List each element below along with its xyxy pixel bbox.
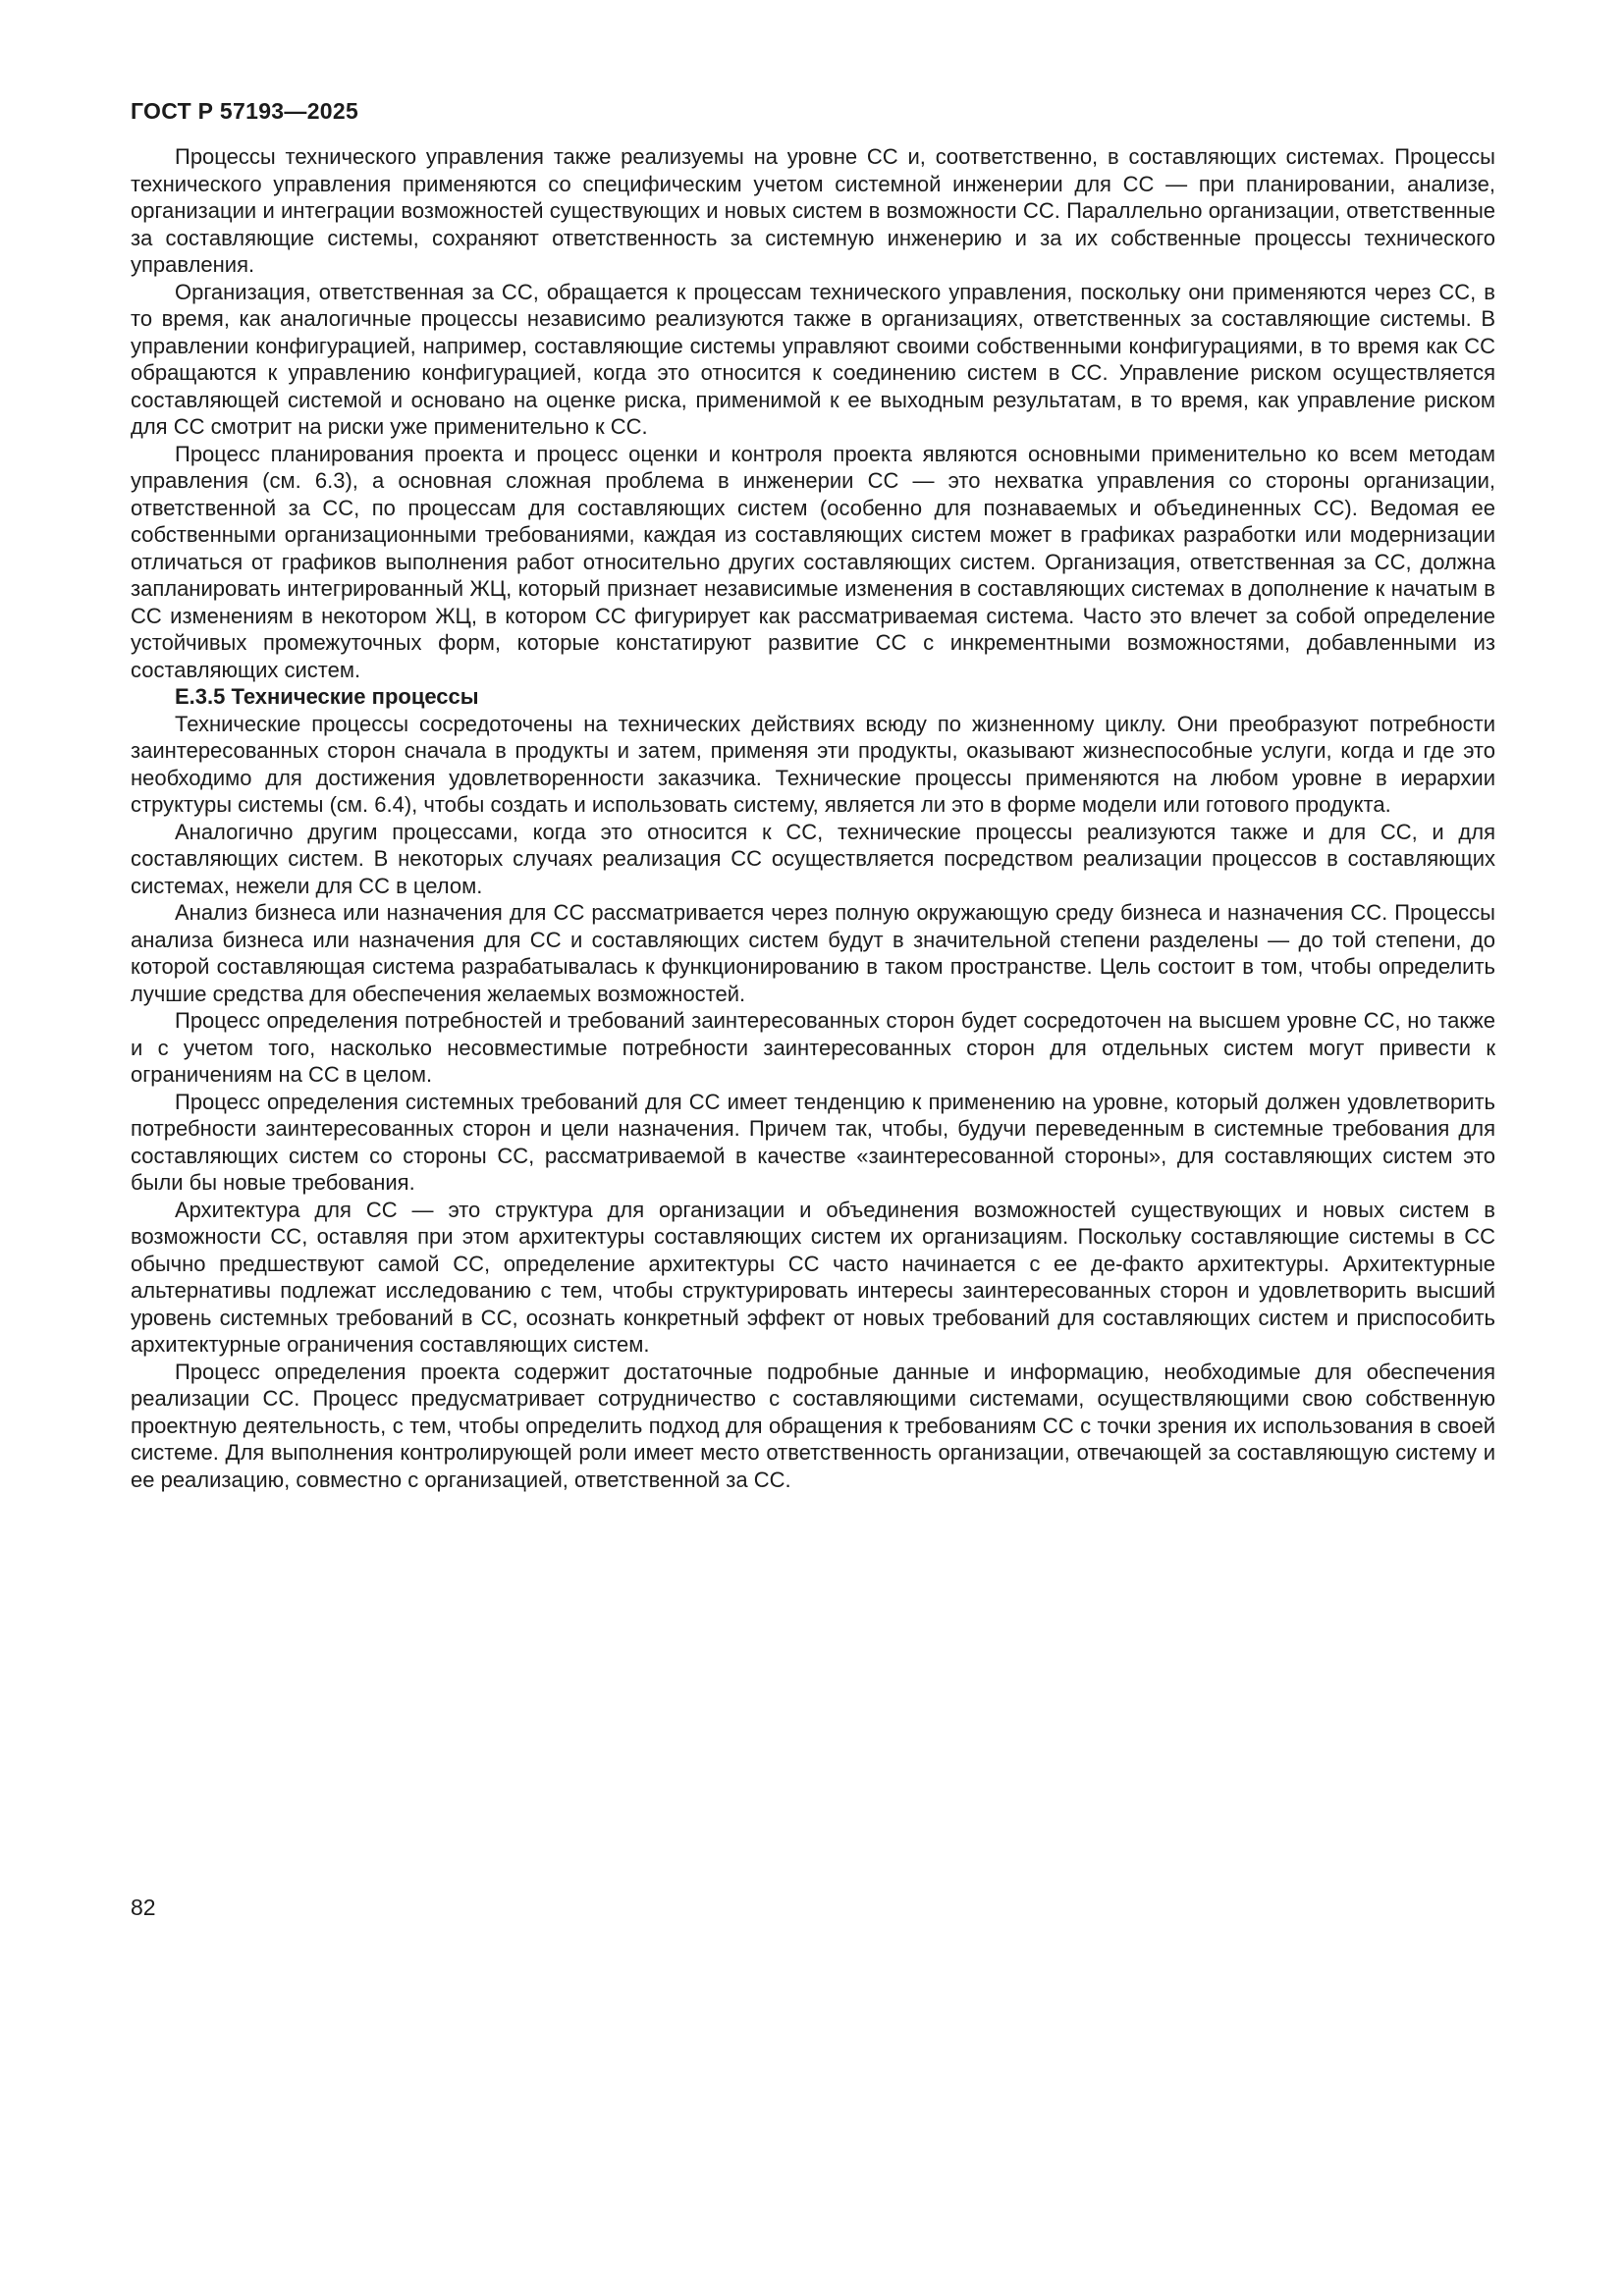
- paragraph: Архитектура для СС — это структура для организации и объединения возможностей существующих и новых систем в возможности СС, оставляя при этом архитектуры составляющих систем их организациям. Поскольку составляющие системы в СС обычно предшествуют самой СС, определение архитектуры СС часто начинается с ее де-факто архитектуры. Архитектурные альтернативы подлежат исследованию с тем, чтобы структурировать интересы заинтересованных сторон и удовлетворить высший уровень системных требований в СС, осознать конкретный эффект от новых требований для составляющих систем и приспособить архитектурные ограничения составляющих систем.: [131, 1197, 1495, 1357]
- body-text: [131, 143, 1495, 1493]
- paragraph: Организация, ответственная за СС, обращается к процессам технического управления, поскольку они применяются через СС, в то время, как аналогичные процессы независимо реализуются также в организациях, ответственных за составляющие системы. В управлении конфигурацией, например, составляющие системы управляют своими собственными конфигурациями, в то время как СС обращаются к управлению конфигурацией, когда это относится к соединению систем в СС. Управление риском осуществляется составляющей системой и основано на оценке риска, применимой к ее выходным результатам, в то время, как управление риском для СС смотрит на риски уже применительно к СС.: [131, 279, 1495, 439]
- paragraph: Процесс определения проекта содержит достаточные подробные данные и информацию, необходимые для обеспечения реализации СС. Процесс предусматривает сотрудничество с составляющими системами, осуществляющими свою собственную проектную деятельность, с тем, чтобы определить подход для обращения к требованиям СС с точки зрения их использования в своей системе. Для выполнения контролирующей роли имеет место ответственность организации, отвечающей за составляющую систему и ее реализацию, совместно с организацией, ответственной за СС.: [131, 1359, 1495, 1492]
- paragraph: Аналогично другим процессами, когда это относится к СС, технические процессы реализуются также и для СС, и для составляющих систем. В некоторых случаях реализация СС осуществляется посредством реализации процессов в составляющих системах, нежели для СС в целом.: [131, 819, 1495, 898]
- paragraph: Технические процессы сосредоточены на технических действиях всюду по жизненному циклу. Они преобразуют потребности заинтересованных сторон сначала в продукты и затем, применяя эти продукты, оказывают жизнеспособные услуги, когда и где это необходимо для достижения удовлетворенности заказчика. Технические процессы применяются на любом уровне в иерархии структуры системы (см. 6.4), чтобы создать и использовать систему, является ли это в форме модели или готового продукта.: [131, 711, 1495, 817]
- standard-number-header: ГОСТ Р 57193—2025: [131, 98, 359, 124]
- paragraph: Анализ бизнеса или назначения для СС рассматривается через полную окружающую среду бизнеса и назначения СС. Процессы анализа бизнеса или назначения для СС и составляющих систем будут в значительной степени разделены — до той степени, до которой составляющая система разрабатывалась к функционированию в таком пространстве. Цель состоит в том, чтобы определить лучшие средства для обеспечения желаемых возможностей.: [131, 900, 1495, 1006]
- paragraph: Процесс планирования проекта и процесс оценки и контроля проекта являются основными применительно ко всем методам управления (см. 6.3), а основная сложная проблема в инженерии СС — это нехватка управления со стороны организации, ответственной за СС, по процессам для составляющих систем (особенно для познаваемых и объединенных СС). Ведомая ее собственными организационными требованиями, каждая из составляющих систем может в графиках разработки или модернизации отличаться от графиков выполнения работ относительно других составляющих систем. Организация, ответственная за СС, должна запланировать интегрированный ЖЦ, который признает независимые изменения в составляющих системах в дополнение к начатым в СС изменениям в некотором ЖЦ, в котором СС фигурирует как рассматриваемая система. Часто это влечет за собой определение устойчивых промежуточных форм, которые констатируют развитие СС с инкрементными возможностями, добавленными из составляющих систем.: [131, 441, 1495, 682]
- paragraph: Процесс определения потребностей и требований заинтересованных сторон будет сосредоточен на высшем уровне СС, но также и с учетом того, насколько несовместимые потребности заинтересованных сторон для отдельных систем могут привести к ограничениям на СС в целом.: [131, 1008, 1495, 1087]
- paragraph: Процесс определения системных требований для СС имеет тенденцию к применению на уровне, который должен удовлетворить потребности заинтересованных сторон и цели назначения. Причем так, чтобы, будучи переведенным в системные требования для составляющих систем со стороны СС, рассматриваемой в качестве «заинтересованной стороны», для составляющих систем это были бы новые требования.: [131, 1089, 1495, 1195]
- paragraph: Процессы технического управления также реализуемы на уровне СС и, соответственно, в составляющих системах. Процессы технического управления применяются со специфическим учетом системной инженерии для СС — при планировании, анализе, организации и интеграции возможностей существующих и новых систем в возможности СС. Параллельно организации, ответственные за составляющие системы, сохраняют ответственность за системную инженерию и за их собственные процессы технического управления.: [131, 144, 1495, 277]
- page-number: 82: [131, 1895, 156, 1920]
- section-heading: Е.3.5 Технические процессы: [175, 684, 479, 709]
